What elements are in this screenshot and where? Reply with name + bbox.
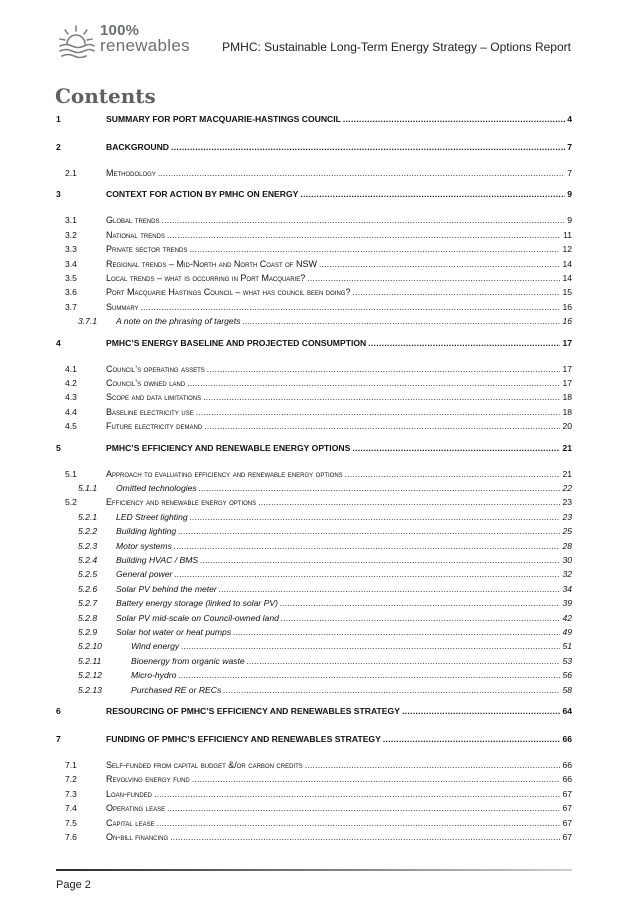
toc-entry-title: On-bill financing bbox=[106, 832, 169, 842]
toc-entry-title: Approach to evaluating efficiency and renewable energy options bbox=[106, 468, 343, 479]
toc-entry-page: 11 bbox=[563, 229, 572, 240]
toc-entry-2[interactable] bbox=[56, 142, 572, 152]
toc-entry-4-5[interactable] bbox=[56, 421, 572, 431]
toc-dot-leader bbox=[174, 569, 560, 579]
toc-entry-page: 17 bbox=[562, 363, 572, 374]
toc-entry-2-1[interactable] bbox=[56, 168, 572, 178]
toc-entry-title: Loan-funded bbox=[106, 788, 153, 799]
page-header bbox=[56, 22, 571, 62]
toc-entry-title: National trends bbox=[106, 229, 165, 240]
toc-entry-number: 3.5 bbox=[65, 273, 77, 283]
toc-entry-page: 66 bbox=[562, 774, 572, 785]
toc-entry-number: 4.4 bbox=[65, 406, 77, 417]
toc-entry-page: 67 bbox=[562, 803, 572, 814]
toc-entry-number: 4.1 bbox=[65, 363, 77, 374]
toc-entry-7[interactable] bbox=[56, 734, 572, 744]
toc-dot-leader bbox=[305, 760, 561, 770]
toc-entry-7-3[interactable] bbox=[56, 789, 572, 799]
toc-entry-4-1[interactable] bbox=[56, 364, 572, 374]
toc-entry-number: 2 bbox=[56, 142, 61, 152]
toc-dot-leader bbox=[162, 215, 566, 225]
toc-dot-leader bbox=[368, 338, 560, 348]
toc-entry-page: 67 bbox=[562, 817, 572, 828]
toc-entry-number: 7.1 bbox=[65, 760, 77, 770]
toc-entry-page: 66 bbox=[562, 760, 572, 770]
document-title: PMHC: Sustainable Long-Term Energy Strategy – Options Report bbox=[222, 40, 571, 54]
toc-entry-page: 56 bbox=[562, 670, 572, 681]
toc-dot-leader bbox=[200, 555, 560, 565]
toc-entry-title: PMHC’S ENERGY BASELINE AND PROJECTED CONSUMPTION bbox=[106, 337, 367, 348]
toc-dot-leader bbox=[190, 512, 561, 522]
toc-dot-leader bbox=[207, 364, 561, 374]
toc-entry-title: Wind energy bbox=[131, 641, 180, 652]
toc-entry-title: Port Macquarie Hastings Council – what has council been doing? bbox=[106, 287, 351, 298]
toc-dot-leader bbox=[174, 541, 561, 551]
toc-entry-4-4[interactable] bbox=[56, 407, 572, 417]
toc-entry-page: 28 bbox=[562, 540, 572, 551]
toc-entry-3-2[interactable] bbox=[56, 230, 572, 240]
toc-dot-leader bbox=[167, 803, 560, 813]
toc-entry-number: 5.2.3 bbox=[78, 540, 98, 551]
toc-entry-title: Scope and data limitations bbox=[106, 392, 202, 403]
toc-dot-leader bbox=[281, 613, 561, 623]
toc-entry-page: 9 bbox=[567, 189, 572, 200]
toc-entry-7-2[interactable] bbox=[56, 774, 572, 784]
toc-entry-number: 5.1 bbox=[65, 468, 77, 479]
toc-dot-leader bbox=[242, 316, 560, 326]
toc-entry-title: SUMMARY FOR PORT MACQUARIE-HASTINGS COUNCIL bbox=[106, 114, 341, 124]
toc-entry-title: Efficiency and renewable energy options bbox=[106, 497, 257, 508]
toc-entry-page: 67 bbox=[562, 788, 572, 799]
toc-entry-number: 5.2.12 bbox=[78, 670, 102, 681]
toc-dot-leader bbox=[141, 302, 561, 312]
toc-entry-title: Omitted technologies bbox=[116, 483, 197, 493]
toc-entry-number: 7.2 bbox=[65, 774, 77, 785]
toc-entry-title: FUNDING OF PMHC’S EFFICIENCY AND RENEWABLES STRATEGY bbox=[106, 734, 381, 744]
toc-entry-number: 7 bbox=[56, 734, 61, 744]
toc-entry-5-2-9[interactable] bbox=[56, 627, 572, 637]
toc-entry-number: 5.2 bbox=[65, 497, 77, 508]
toc-entry-7-5[interactable] bbox=[56, 818, 572, 828]
toc-entry-title: Self-funded from capital budget &/or carbon credits bbox=[106, 760, 303, 770]
company-logo bbox=[56, 22, 206, 62]
toc-entry-title: Purchased RE or RECs bbox=[131, 684, 222, 695]
toc-entry-page: 4 bbox=[567, 114, 572, 124]
toc-entry-page: 7 bbox=[567, 168, 572, 178]
toc-entry-page: 21 bbox=[562, 468, 572, 479]
toc-entry-page: 30 bbox=[562, 555, 572, 565]
toc-entry-5-2-5[interactable] bbox=[56, 569, 572, 579]
toc-entry-number: 5 bbox=[56, 442, 61, 453]
toc-entry-title: LED Street lighting bbox=[116, 511, 188, 522]
toc-entry-number: 1 bbox=[56, 114, 61, 124]
toc-entry-page: 16 bbox=[562, 316, 572, 327]
toc-dot-leader bbox=[170, 832, 560, 842]
toc-entry-6[interactable] bbox=[56, 706, 572, 716]
toc-dot-leader bbox=[178, 526, 560, 536]
toc-entry-page: 17 bbox=[562, 337, 572, 348]
toc-dot-leader bbox=[258, 497, 560, 507]
toc-entry-number: 7.6 bbox=[65, 832, 77, 842]
toc-entry-5-2-11[interactable] bbox=[56, 656, 572, 666]
toc-entry-page: 39 bbox=[562, 598, 572, 609]
toc-entry-5-2-10[interactable] bbox=[56, 641, 572, 651]
toc-entry-number: 4 bbox=[56, 337, 61, 348]
toc-entry-title: CONTEXT FOR ACTION BY PMHC ON ENERGY bbox=[106, 189, 299, 200]
toc-entry-title: Summary bbox=[106, 301, 139, 312]
toc-entry-page: 14 bbox=[562, 258, 572, 269]
toc-dot-leader bbox=[192, 774, 561, 784]
toc-entry-title: Future electricity demand bbox=[106, 421, 203, 432]
toc-entry-number: 7.3 bbox=[65, 788, 77, 799]
toc-entry-number: 5.2.4 bbox=[78, 555, 98, 565]
toc-entry-number: 5.2.6 bbox=[78, 583, 98, 594]
toc-entry-7-1[interactable] bbox=[56, 760, 572, 770]
toc-entry-number: 3.1 bbox=[65, 215, 77, 226]
toc-dot-leader bbox=[199, 483, 561, 493]
toc-entry-page: 66 bbox=[562, 734, 572, 744]
toc-dot-leader bbox=[196, 407, 561, 417]
toc-dot-leader bbox=[154, 789, 560, 799]
toc-entry-number: 5.2.10 bbox=[78, 641, 102, 652]
toc-entry-title: Operating lease bbox=[106, 803, 166, 814]
toc-entry-page: 15 bbox=[562, 287, 572, 298]
toc-entry-title: PMHC’S EFFICIENCY AND RENEWABLE ENERGY OPTIONS bbox=[106, 442, 351, 453]
toc-entry-number: 5.1.1 bbox=[78, 483, 98, 493]
toc-entry-number: 4.5 bbox=[65, 421, 77, 432]
toc-dot-leader bbox=[158, 168, 565, 178]
toc-entry-4-3[interactable] bbox=[56, 392, 572, 402]
contents-heading: Contents bbox=[55, 84, 156, 108]
toc-entry-page: 7 bbox=[567, 142, 572, 152]
toc-dot-leader bbox=[219, 584, 561, 594]
toc-entry-number: 3.3 bbox=[65, 244, 77, 255]
toc-dot-leader bbox=[247, 656, 561, 666]
toc-entry-page: 64 bbox=[562, 706, 572, 716]
toc-entry-page: 17 bbox=[562, 378, 572, 388]
toc-entry-5-2-6[interactable] bbox=[56, 584, 572, 594]
toc-entry-number: 5.2.2 bbox=[78, 526, 98, 537]
toc-entry-number: 4.2 bbox=[65, 378, 77, 388]
toc-entry-title: Building HVAC / BMS bbox=[116, 555, 199, 565]
toc-entry-page: 21 bbox=[562, 442, 572, 453]
toc-dot-leader bbox=[300, 189, 565, 199]
toc-entry-page: 58 bbox=[562, 684, 572, 695]
toc-entry-5-2-1[interactable] bbox=[56, 512, 572, 522]
toc-entry-number: 5.2.13 bbox=[78, 684, 102, 695]
toc-dot-leader bbox=[307, 273, 560, 283]
toc-dot-leader bbox=[402, 706, 560, 716]
toc-entry-title: Global trends bbox=[106, 215, 160, 226]
toc-entry-3-4[interactable] bbox=[56, 259, 572, 269]
toc-dot-leader bbox=[345, 469, 561, 479]
toc-entry-title: RESOURCING OF PMHC’S EFFICIENCY AND RENEWABLES STRATEGY bbox=[106, 706, 400, 716]
toc-entry-number: 7.5 bbox=[65, 817, 77, 828]
toc-entry-7-6[interactable] bbox=[56, 832, 572, 842]
toc-entry-3-7[interactable] bbox=[56, 302, 572, 312]
toc-entry-5[interactable] bbox=[56, 443, 572, 453]
toc-dot-leader bbox=[181, 641, 560, 651]
toc-entry-page: 12 bbox=[562, 244, 572, 255]
toc-dot-leader bbox=[167, 230, 561, 240]
toc-dot-leader bbox=[203, 392, 560, 402]
toc-entry-title: Council’s owned land bbox=[106, 378, 186, 388]
toc-dot-leader bbox=[157, 818, 561, 828]
toc-entry-title: Private sector trends bbox=[106, 244, 188, 255]
toc-entry-3-7-1[interactable] bbox=[56, 316, 572, 326]
toc-entry-title: A note on the phrasing of targets bbox=[116, 316, 241, 327]
toc-dot-leader bbox=[189, 244, 560, 254]
footer-divider bbox=[56, 869, 572, 871]
toc-entry-number: 5.2.5 bbox=[78, 569, 98, 580]
toc-entry-title: Motor systems bbox=[116, 540, 172, 551]
toc-entry-page: 49 bbox=[562, 627, 572, 637]
toc-entry-page: 53 bbox=[562, 655, 572, 666]
toc-dot-leader bbox=[280, 598, 561, 608]
toc-entry-number: 3.7 bbox=[65, 301, 77, 312]
sun-icon bbox=[56, 24, 96, 58]
toc-entry-page: 23 bbox=[562, 497, 572, 508]
toc-entry-number: 5.2.8 bbox=[78, 612, 98, 623]
toc-entry-page: 16 bbox=[562, 301, 572, 312]
toc-entry-5-2-7[interactable] bbox=[56, 598, 572, 608]
toc-entry-5-2[interactable] bbox=[56, 497, 572, 507]
toc-entry-number: 3.2 bbox=[65, 229, 77, 240]
toc-dot-leader bbox=[319, 259, 560, 269]
toc-entry-number: 6 bbox=[56, 706, 61, 716]
toc-entry-page: 23 bbox=[562, 511, 572, 522]
toc-entry-5-1-1[interactable] bbox=[56, 483, 572, 493]
toc-entry-7-4[interactable] bbox=[56, 803, 572, 813]
toc-entry-page: 32 bbox=[562, 569, 572, 580]
toc-entry-title: BACKGROUND bbox=[106, 142, 170, 152]
toc-entry-title: Bioenergy from organic waste bbox=[131, 655, 245, 666]
toc-entry-3[interactable] bbox=[56, 189, 572, 199]
toc-entry-5-2-4[interactable] bbox=[56, 555, 572, 565]
toc-entry-number: 5.2.1 bbox=[78, 511, 98, 522]
toc-entry-page: 51 bbox=[562, 641, 572, 652]
toc-entry-page: 9 bbox=[567, 215, 572, 226]
toc-entry-page: 20 bbox=[562, 421, 572, 432]
toc-entry-title: Solar PV behind the meter bbox=[116, 583, 217, 594]
toc-entry-page: 42 bbox=[562, 612, 572, 623]
toc-entry-title: Baseline electricity use bbox=[106, 406, 194, 417]
toc-entry-title: Battery energy storage (linked to solar PV) bbox=[116, 598, 278, 609]
toc-entry-page: 18 bbox=[562, 392, 572, 403]
toc-entry-5-2-12[interactable] bbox=[56, 670, 572, 680]
toc-entry-5-2-13[interactable] bbox=[56, 685, 572, 695]
toc-entry-number: 7.4 bbox=[65, 803, 77, 814]
toc-entry-number: 3.6 bbox=[65, 287, 77, 298]
toc-entry-page: 67 bbox=[562, 832, 572, 842]
toc-entry-number: 4.3 bbox=[65, 392, 77, 403]
toc-entry-title: Revolving energy fund bbox=[106, 774, 190, 785]
toc-entry-5-2-3[interactable] bbox=[56, 541, 572, 551]
toc-entry-4[interactable] bbox=[56, 338, 572, 348]
toc-dot-leader bbox=[178, 670, 560, 680]
toc-entry-title: Solar hot water or heat pumps bbox=[116, 627, 232, 637]
toc-dot-leader bbox=[352, 443, 560, 453]
toc-entry-title: General power bbox=[116, 569, 173, 580]
toc-entry-number: 5.2.9 bbox=[78, 627, 98, 637]
toc-entry-page: 18 bbox=[562, 406, 572, 417]
toc-dot-leader bbox=[343, 114, 565, 124]
toc-dot-leader bbox=[223, 685, 560, 695]
toc-entry-title: Solar PV mid-scale on Council-owned land bbox=[116, 612, 279, 623]
toc-entry-title: Council’s operating assets bbox=[106, 363, 205, 374]
toc-entry-5-2-8[interactable] bbox=[56, 613, 572, 623]
toc-entry-number: 3 bbox=[56, 189, 61, 200]
toc-entry-page: 34 bbox=[562, 583, 572, 594]
toc-entry-4-2[interactable] bbox=[56, 378, 572, 388]
toc-entry-3-6[interactable] bbox=[56, 287, 572, 297]
toc-entry-title: Methodology bbox=[106, 168, 156, 178]
toc-entry-number: 3.4 bbox=[65, 258, 77, 269]
toc-entry-title: Micro-hydro bbox=[131, 670, 177, 681]
toc-dot-leader bbox=[171, 142, 565, 152]
toc-dot-leader bbox=[204, 421, 560, 431]
toc-entry-title: Local trends – what is occurring in Port Macquarie? bbox=[106, 273, 306, 283]
toc-entry-page: 25 bbox=[562, 526, 572, 537]
toc-dot-leader bbox=[233, 627, 560, 637]
toc-entry-number: 2.1 bbox=[65, 168, 77, 178]
toc-entry-5-1[interactable] bbox=[56, 469, 572, 479]
toc-entry-number: 5.2.11 bbox=[78, 655, 102, 666]
toc-entry-title: Building lighting bbox=[116, 526, 177, 537]
toc-entry-3-5[interactable] bbox=[56, 273, 572, 283]
toc-entry-5-2-2[interactable] bbox=[56, 526, 572, 536]
toc-entry-3-1[interactable] bbox=[56, 215, 572, 225]
toc-entry-3-3[interactable] bbox=[56, 244, 572, 254]
toc-entry-page: 14 bbox=[562, 273, 572, 283]
page-number: Page 2 bbox=[56, 879, 91, 891]
logo-wordmark-text: renewables bbox=[100, 36, 190, 55]
toc-dot-leader bbox=[352, 287, 560, 297]
logo-percent-text: 100% bbox=[100, 22, 140, 39]
toc-entry-number: 5.2.7 bbox=[78, 598, 98, 609]
toc-entry-1[interactable] bbox=[56, 114, 572, 124]
toc-entry-page: 22 bbox=[562, 483, 572, 493]
toc-entry-title: Capital lease bbox=[106, 817, 155, 828]
toc-entry-number: 3.7.1 bbox=[78, 316, 98, 327]
toc-dot-leader bbox=[187, 378, 560, 388]
toc-dot-leader bbox=[383, 734, 561, 744]
toc-entry-title: Regional trends – Mid-North and North Coast of NSW bbox=[106, 258, 317, 269]
